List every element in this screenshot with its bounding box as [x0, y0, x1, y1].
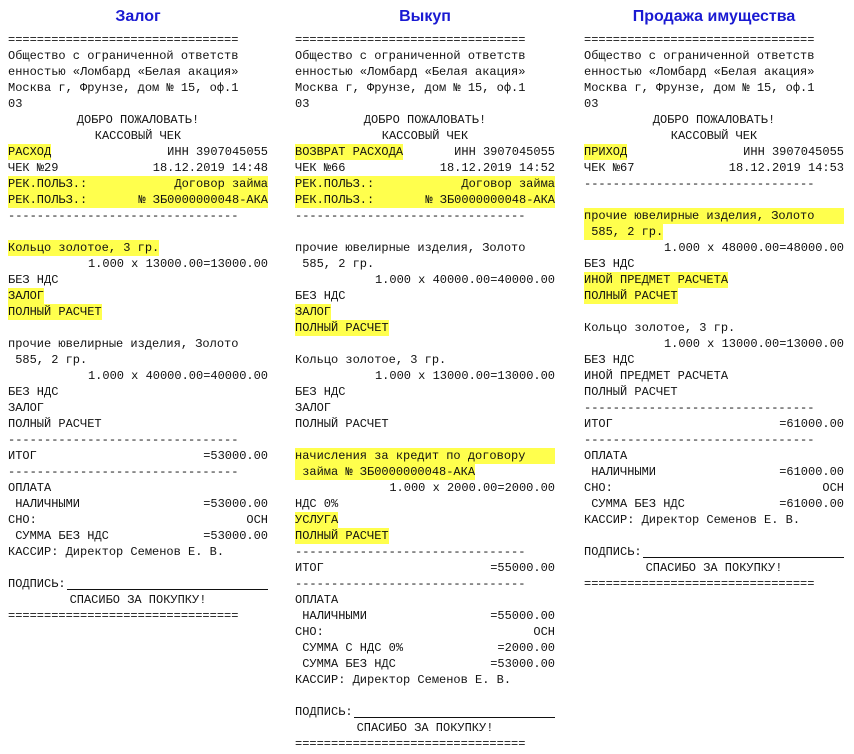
- item-name: 585, 2 гр.: [295, 257, 375, 271]
- welcome-text: ДОБРО ПОЖАЛОВАТЬ!: [76, 113, 200, 127]
- receipt: [584, 32, 844, 592]
- check-type: КАССОВЫЙ ЧЕК: [670, 129, 758, 143]
- item-method: ПОЛНЫЙ РАСЧЕТ: [8, 305, 102, 319]
- item-subject: ЗАЛОГ: [295, 305, 332, 319]
- item-vat: БЕЗ НДС: [8, 385, 59, 399]
- check-type: КАССОВЫЙ ЧЕК: [94, 129, 182, 143]
- inn: ИНН 3907045055: [743, 145, 844, 159]
- sum-row: СУММА БЕЗ НДС =53000.00: [8, 529, 268, 543]
- sno-row: СНО: ОСН: [8, 513, 268, 527]
- operation-type: ВОЗВРАТ РАСХОДА: [295, 145, 404, 159]
- org-line: енностью «Ломбард «Белая акация»: [295, 65, 526, 79]
- item-calc: 1.000 х 48000.00=48000.00: [663, 241, 844, 255]
- double-rule: ================================: [295, 737, 526, 751]
- operation-row: [584, 144, 844, 160]
- item-method: ПОЛНЫЙ РАСЧЕТ: [295, 417, 389, 431]
- item-block: [8, 240, 268, 320]
- user-requisite-row: РЕК.ПОЛЬЗ.: Договор займа: [295, 177, 555, 191]
- user-requisite-row: РЕК.ПОЛЬЗ.: № ЗБ0000000048-АКА: [8, 193, 268, 207]
- item-vat: БЕЗ НДС: [584, 353, 635, 367]
- item-block: [295, 448, 555, 544]
- cashier-line: КАССИР: Директор Семенов Е. В.: [8, 545, 225, 559]
- receipt-column-pledge: [8, 0, 268, 624]
- org-line: Общество с ограниченной ответств: [8, 49, 239, 63]
- separator: --------------------------------: [295, 209, 526, 223]
- separator: --------------------------------: [8, 465, 239, 479]
- signature-row: ПОДПИСЬ:: [8, 576, 268, 592]
- signature-line: [67, 576, 268, 590]
- welcome-text: ДОБРО ПОЖАЛОВАТЬ!: [652, 113, 776, 127]
- receipt: [295, 32, 555, 752]
- item-subject: ЗАЛОГ: [295, 401, 332, 415]
- item-calc: 1.000 х 13000.00=13000.00: [87, 257, 268, 271]
- sum-row: СУММА С НДС 0% =2000.00: [295, 641, 555, 655]
- address-line: 03: [584, 97, 599, 111]
- item-block: [295, 240, 555, 336]
- user-requisite-row: РЕК.ПОЛЬЗ.: Договор займа: [8, 177, 268, 191]
- double-rule: ================================: [8, 609, 239, 623]
- total-row: ИТОГ =61000.00: [584, 417, 844, 431]
- check-number-row: ЧЕК №67 18.12.2019 14:53: [584, 161, 844, 175]
- welcome-text: ДОБРО ПОЖАЛОВАТЬ!: [363, 113, 487, 127]
- thanks-text: СПАСИБО ЗА ПОКУПКУ!: [69, 593, 207, 607]
- item-name: прочие ювелирные изделия, Золото: [295, 241, 526, 255]
- separator: --------------------------------: [584, 433, 815, 447]
- item-name: займа № ЗБ0000000048-АКА: [295, 465, 476, 479]
- column-title: Залог: [115, 8, 161, 25]
- item-name: 585, 2 гр.: [8, 353, 88, 367]
- signature-row: ПОДПИСЬ:: [295, 704, 555, 720]
- sum-row: СУММА БЕЗ НДС =61000.00: [584, 497, 844, 511]
- cash-row: НАЛИЧНЫМИ =55000.00: [295, 609, 555, 623]
- item-method: ПОЛНЫЙ РАСЧЕТ: [8, 417, 102, 431]
- column-title: Продажа имущества: [632, 8, 796, 25]
- item-calc: 1.000 х 13000.00=13000.00: [374, 369, 555, 383]
- check-type: КАССОВЫЙ ЧЕК: [381, 129, 469, 143]
- sum-row: СУММА БЕЗ НДС =53000.00: [295, 657, 555, 671]
- item-calc: 1.000 х 40000.00=40000.00: [374, 273, 555, 287]
- column-title: Выкуп: [399, 8, 451, 25]
- item-block: [584, 208, 844, 304]
- separator: --------------------------------: [295, 577, 526, 591]
- signature-line: [354, 704, 555, 718]
- item-name: начисления за кредит по договору: [295, 448, 555, 464]
- inn: ИНН 3907045055: [454, 145, 555, 159]
- total-row: ИТОГ =53000.00: [8, 449, 268, 463]
- item-name: прочие ювелирные изделия, Золото: [584, 208, 844, 224]
- separator: --------------------------------: [8, 209, 239, 223]
- receipt: [8, 32, 268, 624]
- org-line: Общество с ограниченной ответств: [584, 49, 815, 63]
- address-line: Москва г, Фрунзе, дом № 15, оф.1: [584, 81, 815, 95]
- cashier-line: КАССИР: Директор Семенов Е. В.: [295, 673, 512, 687]
- item-calc: 1.000 х 40000.00=40000.00: [87, 369, 268, 383]
- signature-row: ПОДПИСЬ:: [584, 544, 844, 560]
- payment-label: ОПЛАТА: [584, 449, 628, 463]
- cash-row: НАЛИЧНЫМИ =61000.00: [584, 465, 844, 479]
- sno-row: СНО: ОСН: [295, 625, 555, 639]
- item-name: Кольцо золотое, 3 гр.: [584, 321, 736, 335]
- address-line: Москва г, Фрунзе, дом № 15, оф.1: [295, 81, 526, 95]
- signature-line: [643, 544, 844, 558]
- separator: --------------------------------: [584, 401, 815, 415]
- cashier-line: КАССИР: Директор Семенов Е. В.: [584, 513, 801, 527]
- separator: --------------------------------: [295, 545, 526, 559]
- receipt-column-sale: [584, 0, 844, 592]
- double-rule: ================================: [8, 33, 239, 47]
- item-method: ПОЛНЫЙ РАСЧЕТ: [584, 385, 678, 399]
- item-name: прочие ювелирные изделия, Золото: [8, 337, 239, 351]
- thanks-text: СПАСИБО ЗА ПОКУПКУ!: [645, 561, 783, 575]
- address-line: 03: [8, 97, 23, 111]
- sno-row: СНО: ОСН: [584, 481, 844, 495]
- item-subject: ЗАЛОГ: [8, 289, 45, 303]
- thanks-text: СПАСИБО ЗА ПОКУПКУ!: [356, 721, 494, 735]
- double-rule: ================================: [584, 33, 815, 47]
- item-method: ПОЛНЫЙ РАСЧЕТ: [295, 321, 389, 335]
- item-subject: УСЛУГА: [295, 513, 339, 527]
- org-line: енностью «Ломбард «Белая акация»: [584, 65, 815, 79]
- check-number-row: ЧЕК №66 18.12.2019 14:52: [295, 161, 555, 175]
- item-vat: БЕЗ НДС: [295, 385, 346, 399]
- payment-label: ОПЛАТА: [295, 593, 339, 607]
- item-vat: БЕЗ НДС: [295, 289, 346, 303]
- address-line: 03: [295, 97, 310, 111]
- item-method: ПОЛНЫЙ РАСЧЕТ: [295, 529, 389, 543]
- double-rule: ================================: [584, 577, 815, 591]
- payment-label: ОПЛАТА: [8, 481, 52, 495]
- receipt-column-redemption: [295, 0, 555, 752]
- item-block: [295, 352, 555, 432]
- org-line: енностью «Ломбард «Белая акация»: [8, 65, 239, 79]
- operation-row: [8, 144, 268, 160]
- item-name: Кольцо золотое, 3 гр.: [295, 353, 447, 367]
- separator: --------------------------------: [584, 177, 815, 191]
- item-block: [8, 336, 268, 432]
- item-name: Кольцо золотое, 3 гр.: [8, 241, 160, 255]
- total-row: ИТОГ =55000.00: [295, 561, 555, 575]
- item-vat: БЕЗ НДС: [8, 273, 59, 287]
- address-line: Москва г, Фрунзе, дом № 15, оф.1: [8, 81, 239, 95]
- user-requisite-row: РЕК.ПОЛЬЗ.: № ЗБ0000000048-АКА: [295, 193, 555, 207]
- item-subject: ИНОЙ ПРЕДМЕТ РАСЧЕТА: [584, 369, 729, 383]
- check-number-row: ЧЕК №29 18.12.2019 14:48: [8, 161, 268, 175]
- operation-type: РАСХОД: [8, 145, 52, 159]
- separator: --------------------------------: [8, 433, 239, 447]
- item-block: [584, 320, 844, 400]
- item-subject: ИНОЙ ПРЕДМЕТ РАСЧЕТА: [584, 273, 729, 287]
- cash-row: НАЛИЧНЫМИ =53000.00: [8, 497, 268, 511]
- item-method: ПОЛНЫЙ РАСЧЕТ: [584, 289, 678, 303]
- operation-type: ПРИХОД: [584, 145, 628, 159]
- double-rule: ================================: [295, 33, 526, 47]
- operation-row: [295, 144, 555, 160]
- item-calc: 1.000 х 2000.00=2000.00: [389, 481, 555, 495]
- item-subject: ЗАЛОГ: [8, 401, 45, 415]
- inn: ИНН 3907045055: [167, 145, 268, 159]
- item-vat: НДС 0%: [295, 497, 339, 511]
- org-line: Общество с ограниченной ответств: [295, 49, 526, 63]
- item-name: 585, 2 гр.: [584, 225, 664, 239]
- item-calc: 1.000 х 13000.00=13000.00: [663, 337, 844, 351]
- item-vat: БЕЗ НДС: [584, 257, 635, 271]
